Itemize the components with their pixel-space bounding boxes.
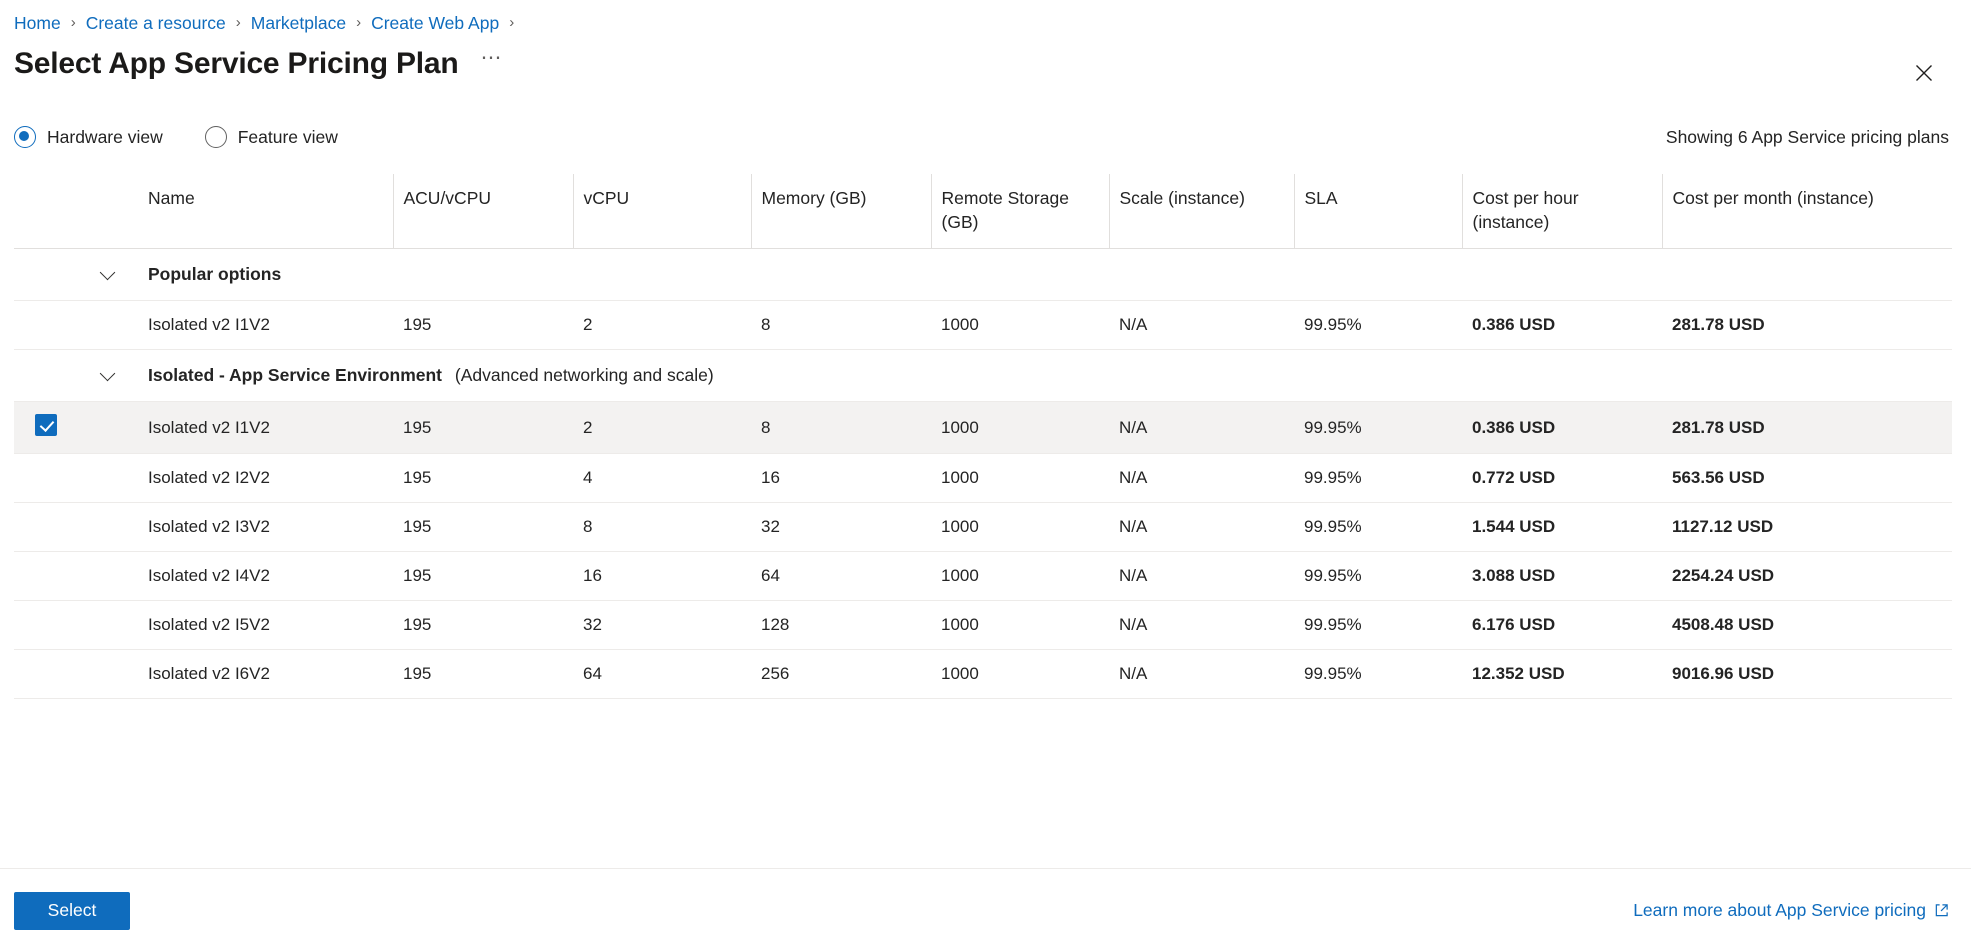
column-header-cost-per-month[interactable]: Cost per month (instance) <box>1662 174 1952 249</box>
cell-storage: 1000 <box>931 301 1109 350</box>
table-group-row[interactable] <box>14 350 1952 402</box>
cell-name: Isolated v2 I1V2 <box>138 301 393 350</box>
more-options-icon[interactable]: ⋯ <box>480 46 504 69</box>
cell-vcpu: 16 <box>573 552 751 601</box>
breadcrumb-separator-icon: › <box>509 14 515 31</box>
cell-sla: 99.95% <box>1294 402 1462 454</box>
row-selection-cell[interactable] <box>14 503 78 552</box>
radio-hardware-view[interactable] <box>14 126 163 148</box>
cell-storage: 1000 <box>931 503 1109 552</box>
row-selection-cell[interactable] <box>14 552 78 601</box>
table-group-row[interactable] <box>14 249 1952 301</box>
learn-more-label: Learn more about App Service pricing <box>1633 900 1926 920</box>
cell-memory: 256 <box>751 650 931 699</box>
cell-storage: 1000 <box>931 402 1109 454</box>
cell-cost-per-hour: 12.352 USD <box>1462 650 1662 699</box>
table-row[interactable] <box>14 601 1952 650</box>
title-row <box>0 34 1971 84</box>
cell-cost-per-month: 281.78 USD <box>1662 301 1952 350</box>
table-row[interactable] <box>14 402 1952 454</box>
select-button[interactable]: Select <box>14 892 130 930</box>
cell-name: Isolated v2 I2V2 <box>138 454 393 503</box>
view-radio-group <box>14 126 380 148</box>
group-subtitle: (Advanced networking and scale) <box>454 365 714 385</box>
row-expander-cell <box>78 402 138 454</box>
cell-memory: 16 <box>751 454 931 503</box>
radio-feature-view[interactable] <box>205 126 338 148</box>
cell-scale: N/A <box>1109 552 1294 601</box>
chevron-down-icon[interactable] <box>97 362 119 384</box>
group-selection-cell <box>14 350 78 402</box>
cell-vcpu: 2 <box>573 402 751 454</box>
row-expander-cell <box>78 503 138 552</box>
breadcrumb <box>0 0 1971 34</box>
radio-hardware-view-label: Hardware view <box>47 126 163 147</box>
cell-name: Isolated v2 I6V2 <box>138 650 393 699</box>
pricing-plans-table-container <box>0 174 1952 699</box>
table-body <box>14 249 1952 699</box>
row-selection-cell[interactable] <box>14 301 78 350</box>
cell-vcpu: 4 <box>573 454 751 503</box>
cell-sla: 99.95% <box>1294 454 1462 503</box>
table-row[interactable] <box>14 454 1952 503</box>
row-expander-cell <box>78 601 138 650</box>
cell-storage: 1000 <box>931 454 1109 503</box>
breadcrumb-item-create-a-resource[interactable]: Create a resource <box>85 13 226 33</box>
column-header-name[interactable]: Name <box>138 174 393 249</box>
cell-cost-per-hour: 3.088 USD <box>1462 552 1662 601</box>
cell-memory: 32 <box>751 503 931 552</box>
cell-cost-per-hour: 6.176 USD <box>1462 601 1662 650</box>
cell-storage: 1000 <box>931 601 1109 650</box>
cell-vcpu: 64 <box>573 650 751 699</box>
column-header-remote-storage[interactable]: Remote Storage (GB) <box>931 174 1109 249</box>
footer-bar <box>0 868 1971 952</box>
cell-cost-per-month: 9016.96 USD <box>1662 650 1952 699</box>
cell-name: Isolated v2 I3V2 <box>138 503 393 552</box>
results-count-text: Showing 6 App Service pricing plans <box>1665 126 1949 147</box>
breadcrumb-separator-icon: › <box>235 14 241 31</box>
cell-cost-per-hour: 0.386 USD <box>1462 301 1662 350</box>
cell-vcpu: 2 <box>573 301 751 350</box>
row-selection-cell[interactable] <box>14 454 78 503</box>
page-title: Select App Service Pricing Plan <box>14 47 459 80</box>
cell-cost-per-month: 281.78 USD <box>1662 402 1952 454</box>
column-header-cost-per-hour[interactable]: Cost per hour (instance) <box>1462 174 1662 249</box>
group-expander-cell[interactable] <box>78 249 138 301</box>
cell-cost-per-month: 4508.48 USD <box>1662 601 1952 650</box>
chevron-down-icon[interactable] <box>97 261 119 283</box>
column-header-sla[interactable]: SLA <box>1294 174 1462 249</box>
learn-more-link[interactable] <box>1633 900 1949 921</box>
row-expander-cell <box>78 301 138 350</box>
breadcrumb-separator-icon: › <box>356 14 362 31</box>
row-selection-cell[interactable] <box>14 402 78 454</box>
cell-scale: N/A <box>1109 301 1294 350</box>
table-header-row <box>14 174 1952 249</box>
group-selection-cell <box>14 249 78 301</box>
pricing-plans-table <box>14 174 1952 699</box>
cell-cost-per-month: 563.56 USD <box>1662 454 1952 503</box>
radio-button-icon <box>205 126 227 148</box>
cell-storage: 1000 <box>931 552 1109 601</box>
cell-acu: 195 <box>393 650 573 699</box>
cell-sla: 99.95% <box>1294 601 1462 650</box>
row-selection-cell[interactable] <box>14 601 78 650</box>
table-row[interactable] <box>14 301 1952 350</box>
external-link-icon <box>1934 903 1949 918</box>
cell-acu: 195 <box>393 402 573 454</box>
breadcrumb-item-marketplace[interactable]: Marketplace <box>250 13 347 33</box>
cell-vcpu: 32 <box>573 601 751 650</box>
cell-cost-per-hour: 0.386 USD <box>1462 402 1662 454</box>
cell-acu: 195 <box>393 552 573 601</box>
cell-cost-per-month: 1127.12 USD <box>1662 503 1952 552</box>
cell-memory: 128 <box>751 601 931 650</box>
table-row[interactable] <box>14 503 1952 552</box>
row-expander-cell <box>78 552 138 601</box>
column-header-acu-vcpu[interactable]: ACU/vCPU <box>393 174 573 249</box>
group-expander-cell[interactable] <box>78 350 138 402</box>
row-selection-cell[interactable] <box>14 650 78 699</box>
cell-scale: N/A <box>1109 503 1294 552</box>
table-row[interactable] <box>14 552 1952 601</box>
cell-name: Isolated v2 I4V2 <box>138 552 393 601</box>
cell-sla: 99.95% <box>1294 650 1462 699</box>
cell-acu: 195 <box>393 454 573 503</box>
radio-button-icon <box>14 126 36 148</box>
breadcrumb-separator-icon: › <box>70 14 76 31</box>
column-header-expander <box>78 174 138 249</box>
table-row[interactable] <box>14 650 1952 699</box>
cell-cost-per-month: 2254.24 USD <box>1662 552 1952 601</box>
cell-scale: N/A <box>1109 402 1294 454</box>
cell-memory: 8 <box>751 301 931 350</box>
row-expander-cell <box>78 454 138 503</box>
group-title: Popular options <box>148 264 282 284</box>
cell-scale: N/A <box>1109 650 1294 699</box>
radio-feature-view-label: Feature view <box>237 126 338 147</box>
column-header-scale[interactable]: Scale (instance) <box>1109 174 1294 249</box>
table-header <box>14 174 1952 249</box>
column-header-memory[interactable]: Memory (GB) <box>751 174 931 249</box>
column-header-vcpu[interactable]: vCPU <box>573 174 751 249</box>
cell-sla: 99.95% <box>1294 301 1462 350</box>
group-title: Isolated - App Service Environment <box>148 365 443 385</box>
cell-sla: 99.95% <box>1294 503 1462 552</box>
cell-acu: 195 <box>393 301 573 350</box>
cell-sla: 99.95% <box>1294 552 1462 601</box>
cell-acu: 195 <box>393 503 573 552</box>
column-header-selection <box>14 174 78 249</box>
row-expander-cell <box>78 650 138 699</box>
cell-cost-per-hour: 1.544 USD <box>1462 503 1662 552</box>
cell-name: Isolated v2 I5V2 <box>138 601 393 650</box>
view-options-row <box>0 120 1971 154</box>
group-title-cell <box>138 350 1952 402</box>
cell-cost-per-hour: 0.772 USD <box>1462 454 1662 503</box>
cell-storage: 1000 <box>931 650 1109 699</box>
cell-scale: N/A <box>1109 454 1294 503</box>
cell-name: Isolated v2 I1V2 <box>138 402 393 454</box>
group-title-cell <box>138 249 1952 301</box>
row-checkbox-checked-icon[interactable] <box>35 414 57 436</box>
breadcrumb-item-create-web-app[interactable]: Create Web App <box>371 13 500 33</box>
cell-vcpu: 8 <box>573 503 751 552</box>
cell-acu: 195 <box>393 601 573 650</box>
cell-scale: N/A <box>1109 601 1294 650</box>
cell-memory: 8 <box>751 402 931 454</box>
breadcrumb-item-home[interactable]: Home <box>14 13 61 33</box>
close-icon[interactable] <box>1907 56 1941 90</box>
cell-memory: 64 <box>751 552 931 601</box>
